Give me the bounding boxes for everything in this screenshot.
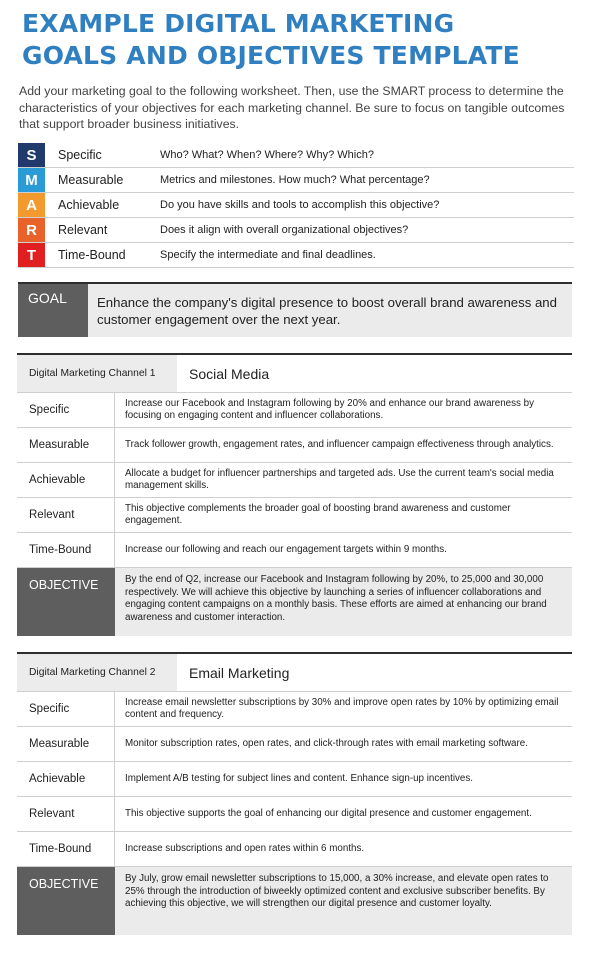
channel-1-name: Social Media [189,365,270,382]
goal-box [18,282,572,337]
channel-1-row-measurable [17,428,572,463]
smart-letter-a: A [18,193,45,217]
row-value: Increase our Facebook and Instagram following by 20% and enhance our brand awareness by focusing on engaging content and influencer collaborations. [125,397,535,421]
page-title [22,8,582,72]
channel-2-header [17,654,572,692]
smart-name-achievable: Achievable [58,198,120,212]
intro-text: Add your marketing goal to the following worksheet. Then, use the SMART process to determine the characteristics of your objectives for each marketing channel. Be sure to focus on tangible outcomes that support broader business initiatives. [19,84,565,131]
row-value: Allocate a budget for influencer partnerships and targeted ads. Use the current team's social media management skills. [125,467,554,491]
channel-1-row-relevant [17,498,572,533]
objective-text: By July, grow email newsletter subscriptions to 15,000, a 30% increase, and elevate open rates to 25% through the introduction of biweekly optimized content and exclusive subscriber benefits. By achieving this objective, we will strengthen our digital presence and customer loyalty. [115,867,572,935]
channel-2-table [17,652,572,935]
channel-1-row-specific [17,393,572,428]
channel-2-row-relevant [17,797,572,832]
row-value: Increase our following and reach our engagement targets within 9 months. [125,543,447,555]
channel-1-objective [17,568,572,636]
page-title-line-1: EXAMPLE DIGITAL MARKETING [22,9,455,38]
row-value: Monitor subscription rates, open rates, and click-through rates with email marketing software. [125,737,528,749]
row-value: Increase email newsletter subscriptions by 30% and improve open rates by 10% by optimizing email content and frequency. [125,696,559,720]
smart-name-time-bound: Time-Bound [58,248,126,262]
row-key: Time-Bound [17,533,115,567]
channel-1-table [17,353,572,636]
row-value: This objective complements the broader goal of boosting brand awareness and customer engagement. [125,502,511,526]
smart-legend [18,143,574,268]
channel-2-objective [17,867,572,935]
smart-letter-m: M [18,168,45,192]
channel-2-row-specific [17,692,572,727]
smart-letter-s: S [18,143,45,167]
channel-1-row-time-bound [17,533,572,568]
row-key: Measurable [17,727,115,761]
objective-label: OBJECTIVE [17,568,115,636]
smart-row-measurable [18,168,574,193]
row-value: Implement A/B testing for subject lines and content. Enhance sign-up incentives. [125,772,473,784]
channel-2-row-time-bound [17,832,572,867]
channel-2-row-achievable [17,762,572,797]
channel-1-row-achievable [17,463,572,498]
channel-2-row-measurable [17,727,572,762]
row-value: This objective supports the goal of enhancing our digital presence and customer engagement. [125,807,532,819]
row-key: Specific [17,692,115,726]
smart-name-relevant: Relevant [58,223,108,237]
smart-desc-measurable: Metrics and milestones. How much? What percentage? [160,174,430,186]
smart-desc-specific: Who? What? When? Where? Why? Which? [160,149,374,161]
smart-desc-relevant: Does it align with overall organizational objectives? [160,224,409,236]
row-key: Time-Bound [17,832,115,866]
channel-2-label: Digital Marketing Channel 2 [17,654,177,691]
smart-name-measurable: Measurable [58,173,124,187]
smart-desc-time-bound: Specify the intermediate and final deadlines. [160,249,376,261]
objective-text: By the end of Q2, increase our Facebook and Instagram following by 20%, to 25,000 and 30,000 respectively. We will achieve this objective by launching a series of influencer collaborations and engaging content campaigns on a monthly basis. These efforts are aimed at enhancing our brand awareness and customer interaction. [115,568,572,636]
page-title-line-2: GOALS AND OBJECTIVES TEMPLATE [22,41,520,70]
channel-1-header [17,355,572,393]
row-key: Achievable [17,762,115,796]
row-key: Relevant [17,498,115,532]
row-value: Track follower growth, engagement rates, and influencer campaign effectiveness through analytics. [125,438,554,450]
row-value: Increase subscriptions and open rates within 6 months. [125,842,365,854]
smart-name-specific: Specific [58,148,102,162]
goal-text: Enhance the company's digital presence to boost overall brand awareness and customer engagement over the next year. [97,295,557,327]
row-key: Specific [17,393,115,427]
smart-desc-achievable: Do you have skills and tools to accomplish this objective? [160,199,440,211]
smart-row-achievable [18,193,574,218]
row-key: Achievable [17,463,115,497]
row-key: Measurable [17,428,115,462]
channel-1-label: Digital Marketing Channel 1 [17,355,177,392]
smart-row-relevant [18,218,574,243]
row-key: Relevant [17,797,115,831]
smart-letter-r: R [18,218,45,242]
smart-row-specific [18,143,574,168]
objective-label: OBJECTIVE [17,867,115,935]
goal-label: GOAL [18,284,88,337]
channel-2-name: Email Marketing [189,664,290,681]
smart-letter-t: T [18,243,45,267]
smart-row-time-bound [18,243,574,268]
